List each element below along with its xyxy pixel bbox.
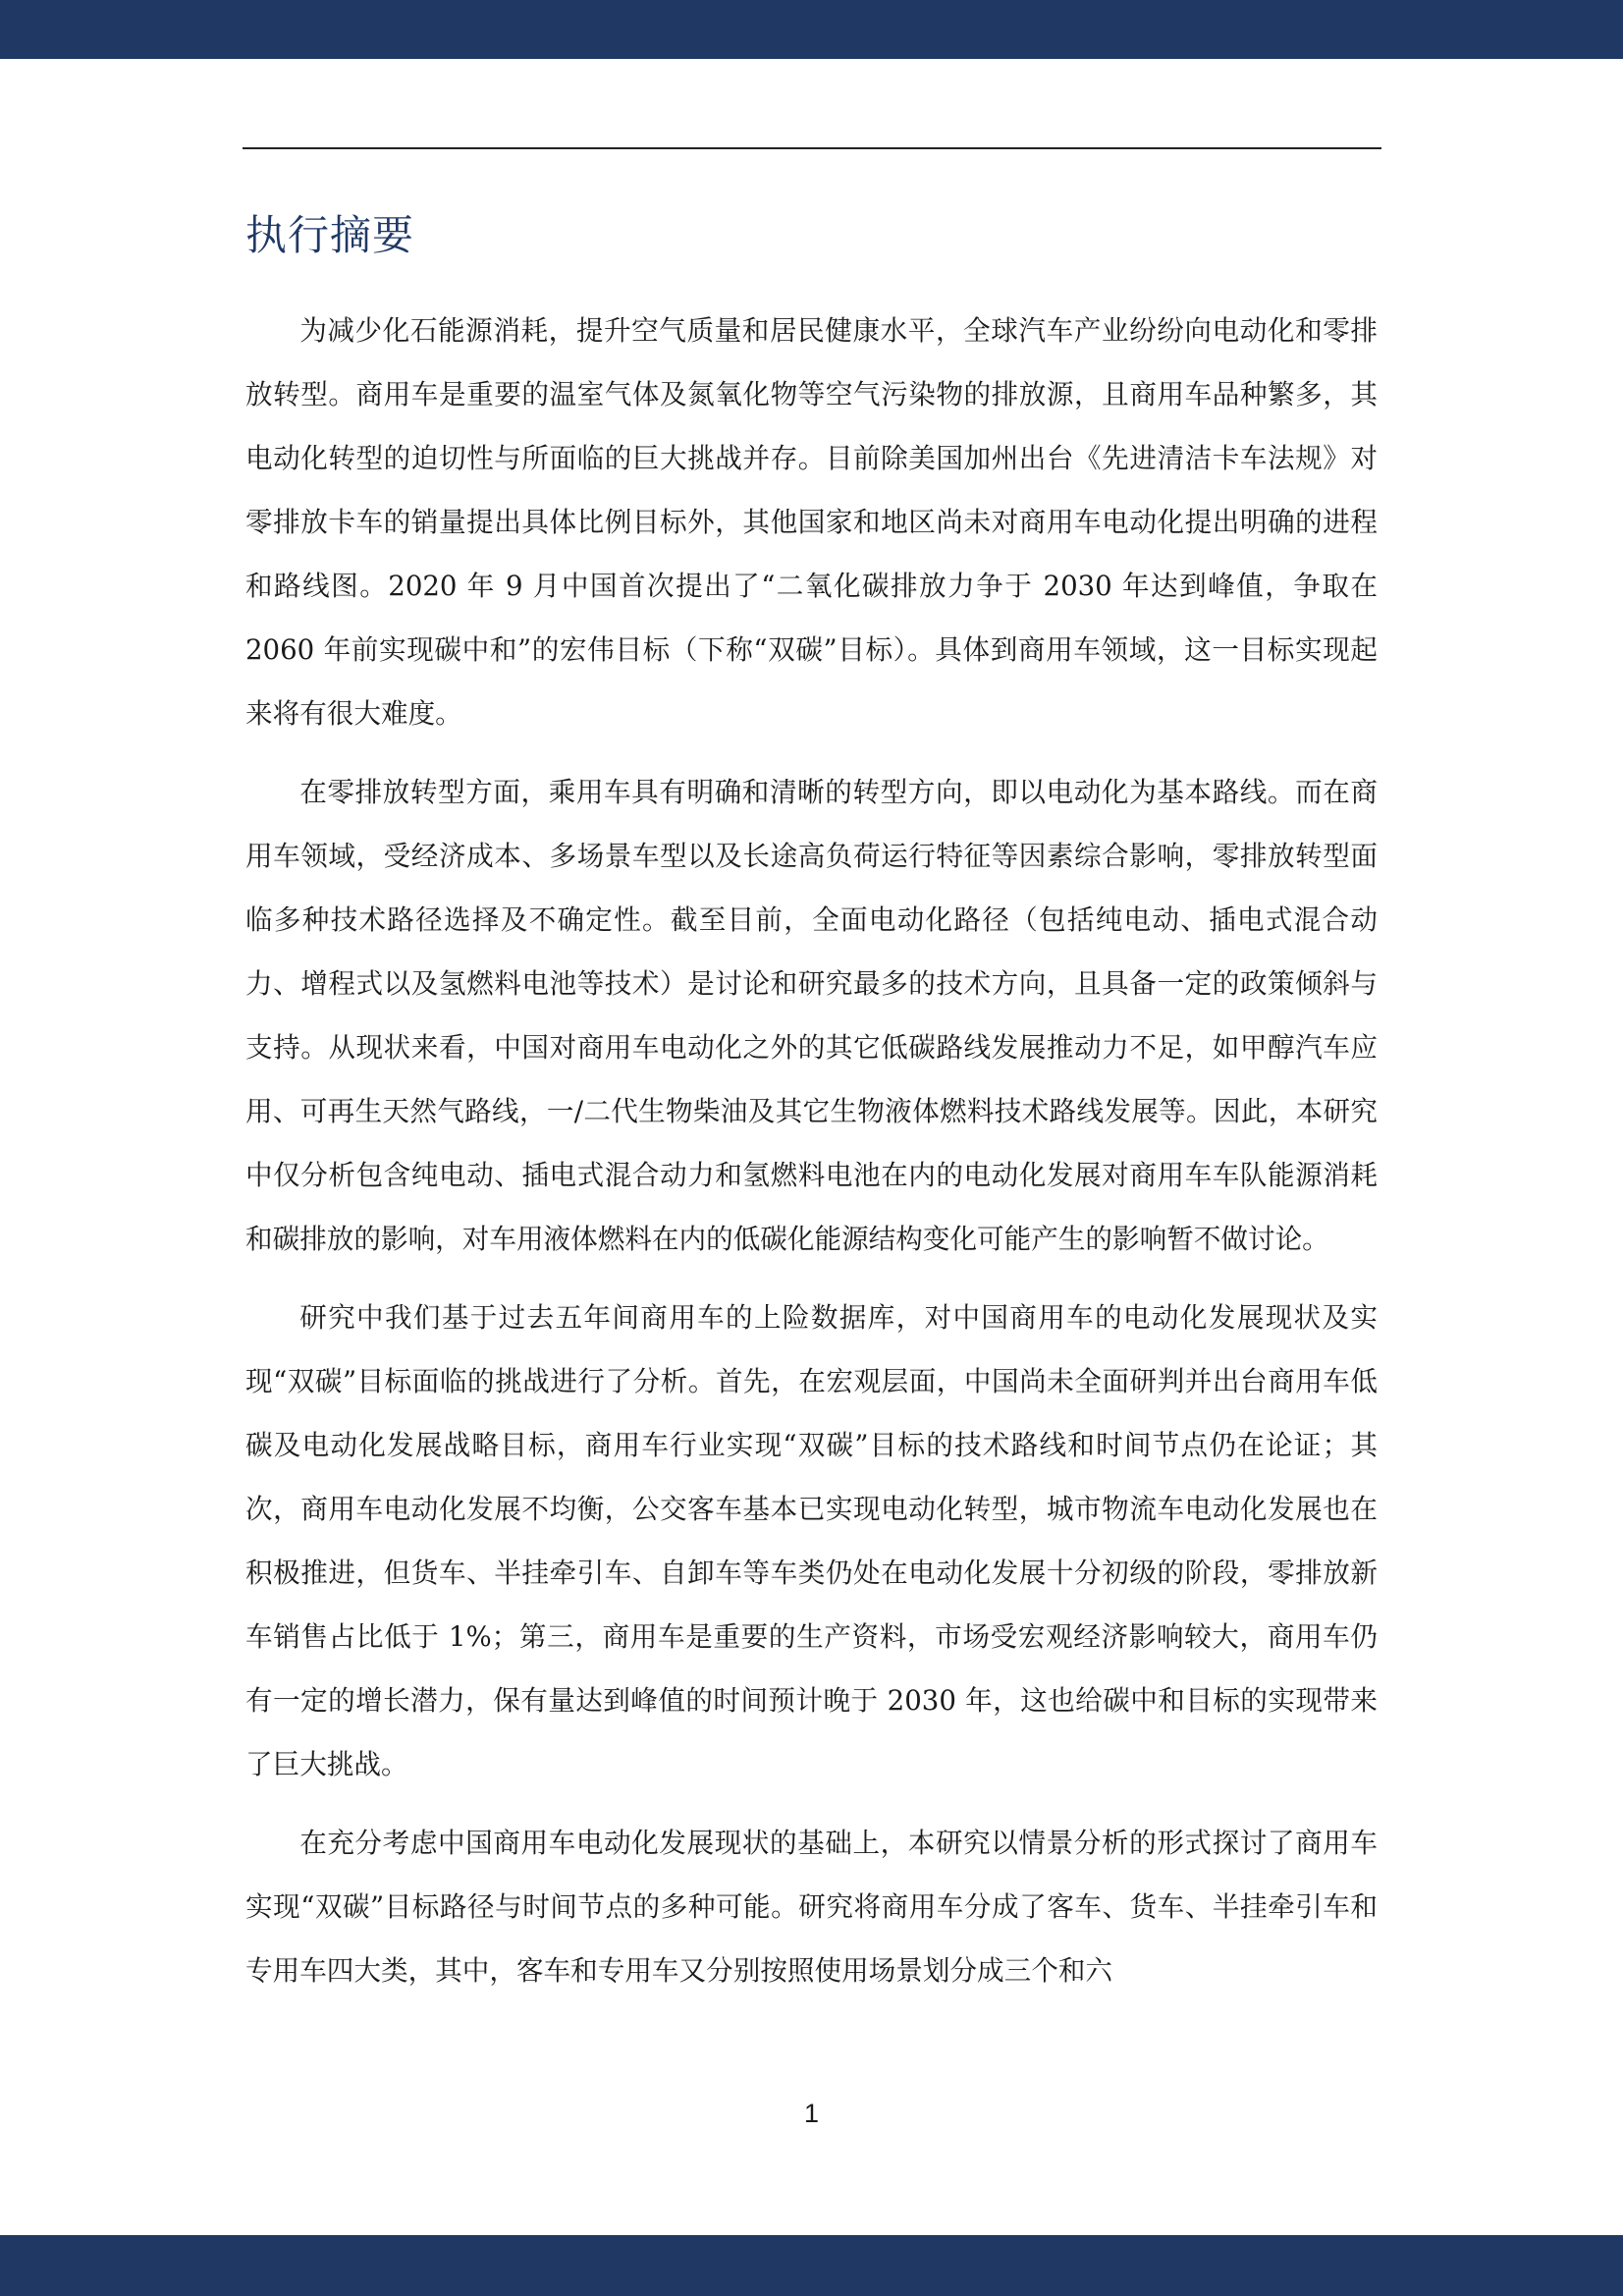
bottom-color-band	[0, 2235, 1623, 2296]
header-rule	[243, 147, 1381, 149]
body-paragraph-2: 在零排放转型方面，乘用车具有明确和清晰的转型方向，即以电动化为基本路线。而在商用车领域，受经济成本、多场景车型以及长途高负荷运行特征等因素综合影响，零排放转型面临多种技术路径选择及不确定性。截至目前，全面电动化路径（包括纯电动、插电式混合动力、增程式以及氢燃料电池等技术）是讨论和研究最多的技术方向，且具备一定的政策倾斜与支持。从现状来看，中国对商用车电动化之外的其它低碳路线发展推动力不足，如甲醇汽车应用、可再生天然气路线，一/二代生物柴油及其它生物液体燃料技术路线发展等。因此，本研究中仅分析包含纯电动、插电式混合动力和氢燃料电池在内的电动化发展对商用车车队能源消耗和碳排放的影响，对车用液体燃料在内的低碳化能源结构变化可能产生的影响暂不做讨论。	[245, 776, 1378, 1255]
page-title: 执行摘要	[245, 211, 415, 259]
body-paragraph-4: 在充分考虑中国商用车电动化发展现状的基础上，本研究以情景分析的形式探讨了商用车实现“双碳”目标路径与时间节点的多种可能。研究将商用车分成了客车、货车、半挂牵引车和专用车四大类，其中，客车和专用车又分别按照使用场景划分成三个和六	[245, 1827, 1378, 1987]
body-paragraph-1: 为减少化石能源消耗，提升空气质量和居民健康水平，全球汽车产业纷纷向电动化和零排放转型。商用车是重要的温室气体及氮氧化物等空气污染物的排放源，且商用车品种繁多，其电动化转型的迫切性与所面临的巨大挑战并存。目前除美国加州出台《先进清洁卡车法规》对零排放卡车的销量提出具体比例目标外，其他国家和地区尚未对商用车电动化提出明确的进程和路线图。2020 年 9 月中国首次提出了“二氧化碳排放力争于 2030 年达到峰值，争取在 2060 年前实现碳中和”的宏伟目标（下称“双碳”目标）。具体到商用车领域，这一目标实现起来将有很大难度。	[245, 314, 1378, 730]
page-number: 1	[803, 2099, 820, 2128]
body-paragraph-3: 研究中我们基于过去五年间商用车的上险数据库，对中国商用车的电动化发展现状及实现“双碳”目标面临的挑战进行了分析。首先，在宏观层面，中国尚未全面研判并出台商用车低碳及电动化发展战略目标，商用车行业实现“双碳”目标的技术路线和时间节点仍在论证；其次，商用车电动化发展不均衡，公交客车基本已实现电动化转型，城市物流车电动化发展也在积极推进，但货车、半挂牵引车、自卸车等车类仍处在电动化发展十分初级的阶段，零排放新车销售占比低于 1%；第三，商用车是重要的生产资料，市场受宏观经济影响较大，商用车仍有一定的增长潜力，保有量达到峰值的时间预计晚于 2030 年，这也给碳中和目标的实现带来了巨大挑战。	[245, 1301, 1378, 1780]
top-color-band	[0, 0, 1623, 59]
document-body	[245, 299, 1378, 2017]
